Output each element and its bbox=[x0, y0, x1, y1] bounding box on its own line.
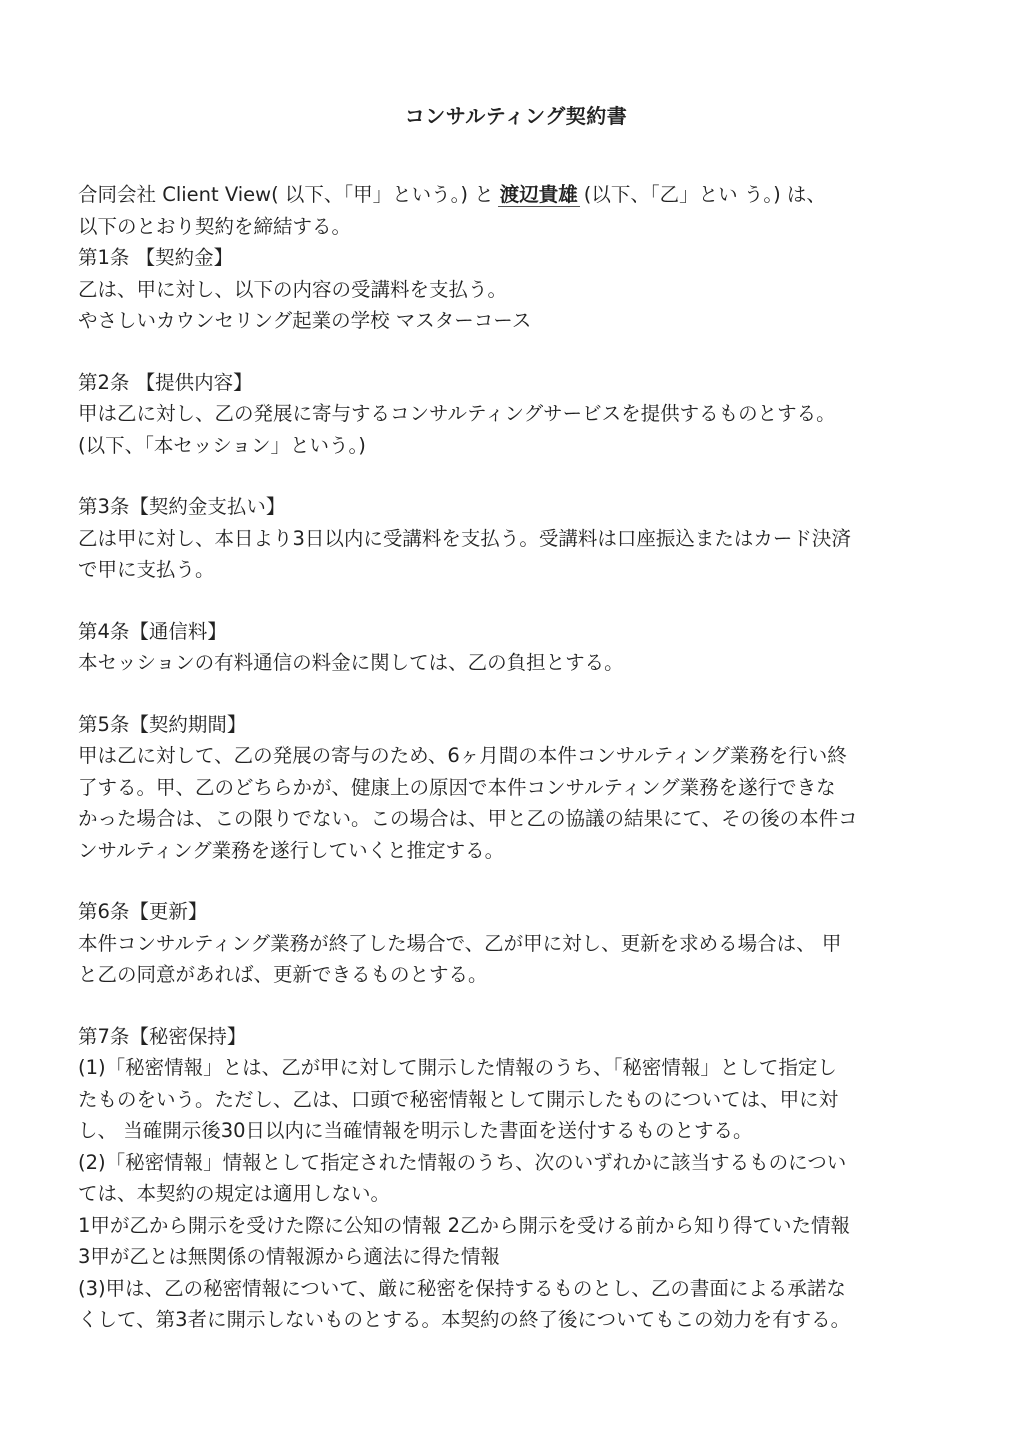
article-3-line: 乙は甲に対し、本日より3日以内に受講料を支払う。受講料は口座振込またはカード決済 bbox=[78, 526, 851, 550]
article-4-heading: 第4条【通信料】 bbox=[78, 619, 227, 643]
spacer bbox=[78, 337, 954, 367]
document-title: コンサルティング契約書 bbox=[404, 104, 628, 128]
spacer bbox=[78, 461, 954, 491]
signature-name: 渡辺貴雄 bbox=[499, 183, 578, 206]
article-6 bbox=[78, 896, 954, 991]
article-1 bbox=[78, 242, 954, 337]
article-1-line: 乙は、甲に対し、以下の内容の受講料を支払う。 bbox=[78, 277, 508, 301]
article-4-line: 本セッションの有料通信の料金に関しては、乙の負担とする。 bbox=[78, 651, 624, 674]
article-2-heading: 第2条 【提供内容】 bbox=[78, 370, 253, 394]
spacer bbox=[78, 586, 954, 616]
article-5-line: 了する。甲、乙のどちらかが、健康上の原因で本件コンサルティング業務を遂行できな bbox=[78, 775, 836, 799]
article-4 bbox=[78, 616, 954, 679]
article-1-line: やさしいカウンセリング起業の学校 マスターコース bbox=[78, 309, 532, 332]
intro-text-after: (以下、「乙」とい う。) は、 bbox=[583, 183, 826, 206]
article-5-line: 甲は乙に対して、乙の発展の寄与のため、6ヶ月間の本件コンサルティング業務を行い終 bbox=[78, 744, 847, 767]
article-7-line: たものをいう。ただし、乙は、口頭で秘密情報として開示したものについては、甲に対 bbox=[78, 1087, 839, 1111]
article-5-line: ンサルティング業務を遂行していくと推定する。 bbox=[78, 838, 505, 862]
article-5-line: かった場合は、この限りでない。この場合は、甲と乙の協議の結果にて、その後の本件コ bbox=[78, 807, 858, 830]
spacer bbox=[78, 679, 954, 709]
article-7-line: (2)「秘密情報」情報として指定された情報のうち、次のいずれかに該当するものについ bbox=[78, 1150, 847, 1174]
intro-paragraph bbox=[78, 179, 954, 242]
article-7-line: 3甲が乙とは無関係の情報源から適法に得た情報 bbox=[78, 1245, 500, 1268]
article-7-line: 1甲が乙から開示を受けた際に公知の情報 2乙から開示を受ける前から知り得ていた情報 bbox=[78, 1213, 851, 1237]
article-7 bbox=[78, 1021, 954, 1336]
article-2-line: (以下、「本セッション」という。) bbox=[78, 433, 366, 457]
article-2-line: 甲は乙に対し、乙の発展に寄与するコンサルティングサービスを提供するものとする。 bbox=[78, 402, 836, 425]
article-2 bbox=[78, 367, 954, 462]
article-7-line: (1)「秘密情報」とは、乙が甲に対して開示した情報のうち、「秘密情報」として指定し bbox=[78, 1056, 837, 1079]
article-3 bbox=[78, 491, 954, 586]
article-5-heading: 第5条【契約期間】 bbox=[78, 712, 247, 736]
article-7-line: くして、第3者に開示しないものとする。本契約の終了後についてもこの効力を有する。 bbox=[78, 1308, 851, 1331]
article-7-line: ては、本契約の規定は適用しない。 bbox=[78, 1182, 391, 1205]
article-7-line: (3)甲は、乙の秘密情報について、厳に秘密を保持するものとし、乙の書面による承諾な bbox=[78, 1276, 846, 1300]
intro-line-2: 以下のとおり契約を締結する。 bbox=[78, 214, 352, 238]
spacer bbox=[78, 866, 954, 896]
article-6-line: 本件コンサルティング業務が終了した場合で、乙が甲に対し、更新を求める場合は、 甲 bbox=[78, 931, 842, 955]
article-7-heading: 第7条【秘密保持】 bbox=[78, 1024, 247, 1048]
article-7-line: し、 当確開示後30日以内に当確情報を明示した書面を送付するものとする。 bbox=[78, 1119, 753, 1142]
article-6-line: と乙の同意があれば、更新できるものとする。 bbox=[78, 963, 488, 986]
article-1-heading: 第1条 【契約金】 bbox=[78, 246, 234, 269]
intro-text-before: 合同会社 Client View( 以下、「甲」という。) と bbox=[78, 183, 494, 206]
article-6-heading: 第6条【更新】 bbox=[78, 900, 208, 923]
article-3-heading: 第3条【契約金支払い】 bbox=[78, 495, 286, 518]
spacer bbox=[78, 991, 954, 1021]
article-5 bbox=[78, 709, 954, 867]
intro-line-1 bbox=[78, 179, 954, 211]
article-3-line: で甲に支払う。 bbox=[78, 558, 215, 581]
